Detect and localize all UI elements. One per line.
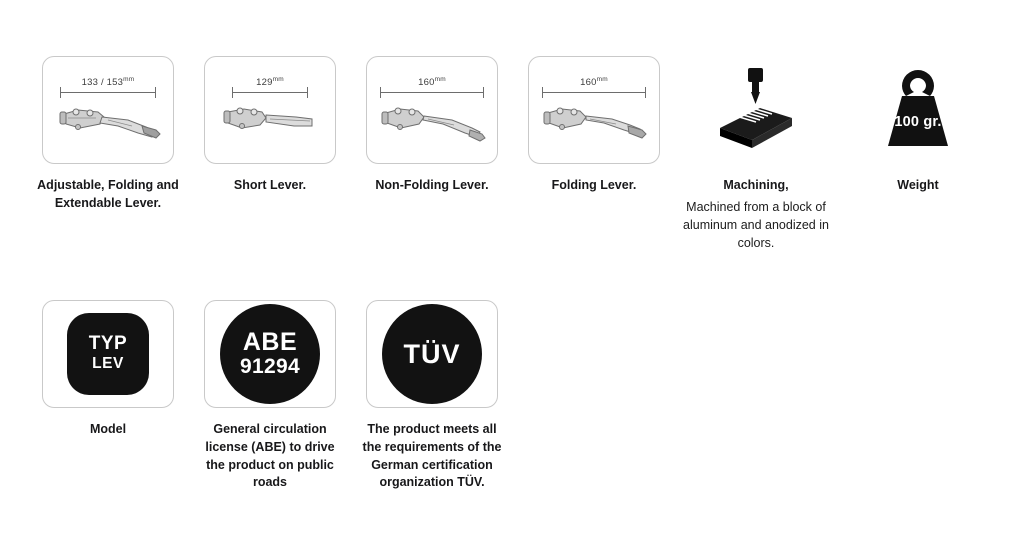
feature-caption: Adjustable, Folding and Extendable Lever. bbox=[37, 178, 179, 210]
model-typ-lev-badge-icon bbox=[67, 313, 149, 395]
lever-adjustable-icon bbox=[48, 62, 168, 158]
tuv-badge-card bbox=[366, 300, 498, 408]
model-badge-card bbox=[42, 300, 174, 408]
badge-line-1: TÜV bbox=[403, 338, 461, 369]
lever-non-folding-card bbox=[366, 56, 498, 164]
weight-card bbox=[852, 56, 984, 164]
dimension-line bbox=[542, 92, 646, 93]
badge-line-1: ABE bbox=[242, 327, 298, 356]
machining-card bbox=[690, 56, 822, 164]
feature-row-1 bbox=[0, 56, 1024, 252]
badge-line-2: 91294 bbox=[240, 354, 300, 378]
lever-folding-icon bbox=[534, 62, 654, 158]
feature-item-abe bbox=[204, 300, 336, 492]
badge-line-1: TYP bbox=[88, 333, 128, 355]
lever-short-card bbox=[204, 56, 336, 164]
feature-item-non-folding-lever bbox=[366, 56, 498, 195]
feature-caption: The product meets all the requirements of the German certification organization TÜV. bbox=[362, 422, 502, 490]
feature-caption: Machining, bbox=[723, 178, 789, 192]
dimension-line bbox=[232, 92, 308, 93]
lever-drawing bbox=[216, 100, 324, 144]
lever-drawing bbox=[54, 100, 162, 144]
weight-value-label: 100 gr. bbox=[894, 114, 942, 130]
feature-caption: Folding Lever. bbox=[551, 178, 637, 192]
cnc-machining-drawing bbox=[704, 62, 808, 158]
bottom-spacer bbox=[0, 525, 1024, 533]
dimension-line bbox=[380, 92, 484, 93]
lever-dimension-label: $160^{mm}$ bbox=[418, 76, 446, 89]
tuv-certification-badge-icon bbox=[382, 304, 482, 404]
weight-drawing bbox=[866, 62, 970, 158]
abe-certification-badge-icon bbox=[220, 304, 320, 404]
lever-dimension-label: $129^{mm}$ bbox=[256, 76, 284, 89]
feature-item-short-lever bbox=[204, 56, 336, 195]
feature-item-tuv bbox=[362, 300, 502, 492]
feature-caption: Short Lever. bbox=[233, 178, 307, 192]
feature-item-weight bbox=[852, 56, 984, 195]
cnc-machining-icon bbox=[704, 62, 808, 158]
lever-drawing bbox=[378, 100, 486, 144]
feature-caption: General circulation license (ABE) to drive the product on public roads bbox=[205, 422, 335, 490]
lever-folding-card bbox=[528, 56, 660, 164]
feature-caption: Weight bbox=[897, 178, 939, 192]
feature-item-machining bbox=[683, 56, 829, 252]
feature-item-model bbox=[42, 300, 174, 439]
lever-short-icon bbox=[210, 62, 330, 158]
feature-item-adjustable-lever bbox=[37, 56, 179, 213]
dimension-line bbox=[60, 92, 156, 93]
feature-subcaption: Machined from a block of aluminum and anodized in colors. bbox=[683, 199, 829, 250]
weight-kettlebell-icon bbox=[866, 62, 970, 158]
abe-badge-card bbox=[204, 300, 336, 408]
lever-dimension-label: $160^{mm}$ bbox=[580, 76, 608, 89]
lever-drawing bbox=[540, 100, 648, 144]
lever-non-folding-icon bbox=[372, 62, 492, 158]
badge-line-2: LEV bbox=[92, 355, 124, 373]
feature-caption: Model bbox=[89, 422, 127, 437]
lever-dimension-label: $133 / 153^{mm}$ bbox=[81, 76, 135, 89]
feature-caption: Non-Folding Lever. bbox=[375, 178, 489, 192]
feature-row-2 bbox=[0, 300, 1024, 492]
lever-adjustable-card bbox=[42, 56, 174, 164]
feature-item-folding-lever bbox=[528, 56, 660, 195]
